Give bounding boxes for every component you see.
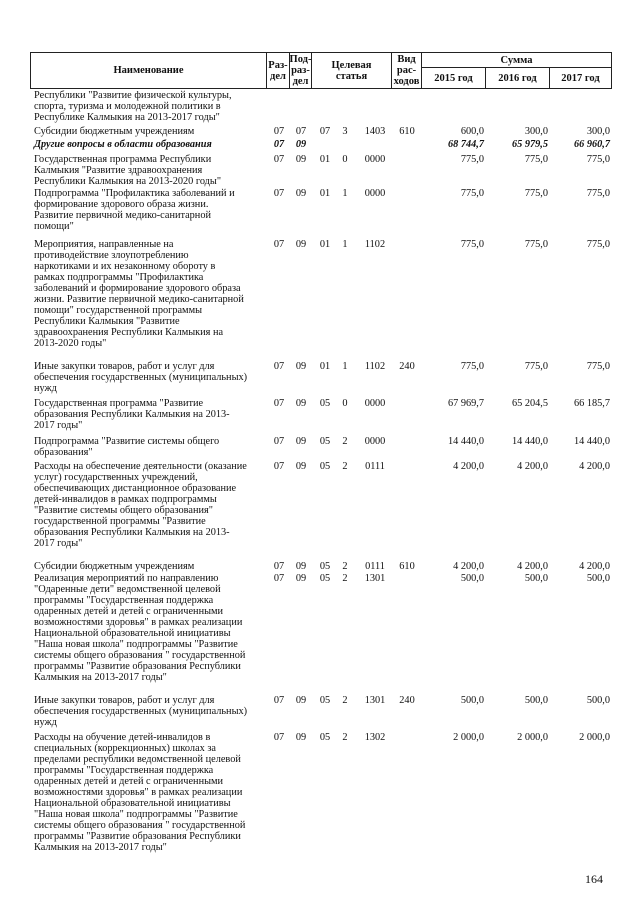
row-2015: 600,0 [460,126,484,137]
header-2016: 2016 год [486,68,550,89]
row-name: Иные закупки товаров, работ и услуг для обеспечения государственных (муниципальных) нужд [34,695,248,728]
row-target-program: 01 [319,154,331,165]
row-target-program: 07 [319,126,331,137]
row-podrazdel: 09 [295,695,307,706]
row-target-program: 05 [319,732,331,743]
row-podrazdel: 09 [295,461,307,472]
row-razdel: 07 [273,436,285,447]
row-2017: 66 960,7 [573,139,610,150]
row-target-code: 0111 [365,561,385,572]
row-2015: 775,0 [460,239,484,250]
row-2017: 775,0 [586,154,610,165]
row-name: Подпрограмма "Профилактика заболеваний и формирование здорового образа жизни. Развитие первичной медико-санитарной помощи" [34,188,235,232]
row-2015: 67 969,7 [447,398,484,409]
row-2016: 775,0 [524,188,548,199]
row-2015: 2 000,0 [453,732,484,743]
row-2016: 2 000,0 [517,732,548,743]
row-razdel: 07 [273,154,285,165]
row-2017: 4 200,0 [579,461,610,472]
row-podrazdel: 09 [295,573,307,584]
row-razdel: 07 [273,573,285,584]
row-target-sub: 3 [342,126,348,137]
row-name: Государственная программа Республики Калмыкия "Развитие здравоохранения Республики Калмыкия на 2013-2020 годы" [34,154,222,187]
row-2016: 500,0 [524,573,548,584]
row-2017: 775,0 [586,188,610,199]
row-2017: 500,0 [586,695,610,706]
header-2017: 2017 год [550,68,612,89]
row-2015: 4 200,0 [453,461,484,472]
row-name: Субсидии бюджетным учреждениям [34,561,195,572]
row-2016: 65 204,5 [511,398,548,409]
row-target-sub: 1 [342,239,348,250]
header-name: Наименование [30,52,267,89]
row-target-sub: 0 [342,154,348,165]
row-2015: 775,0 [460,188,484,199]
row-podrazdel: 09 [295,436,307,447]
row-2015: 14 440,0 [447,436,484,447]
row-name: Иные закупки товаров, работ и услуг для обеспечения государственных (муниципальных) нужд [34,361,248,394]
row-podrazdel: 09 [295,154,307,165]
header-target: Целевая статья [312,52,392,89]
header-2015: 2015 год [422,68,486,89]
row-2015: 4 200,0 [453,561,484,572]
row-2016: 300,0 [524,126,548,137]
row-name: Расходы на обучение детей-инвалидов в специальных (коррекционных) школах за пределами республики ведомственной целевой программы "Государственная поддержка одаренных детей и детей с ограниченными возможностями здоровья" в рамках реализации Национальной образовательной инициативы "Наша новая школа" подпрограммы "Развитие системы общего образования " государственной программы "Развитие образования Республики Калмыкия на 2013-2017 годы" [34,732,246,853]
row-2015: 500,0 [460,695,484,706]
row-2017: 500,0 [586,573,610,584]
row-2017: 66 185,7 [573,398,610,409]
row-name: Мероприятия, направленные на противодействие злоупотреблению наркотиками и их незаконному обороту в рамках подпрограммы "Профилактика заболеваний и формирование здорового образа жизни. Развитие первичной медико-санитарной помощи" государственной программы Республики Калмыкия "Развитие здравоохранения Республики Калмыкия на 2013-2020 годы" [34,239,244,349]
row-target-code: 0111 [365,461,385,472]
row-2017: 2 000,0 [579,732,610,743]
row-target-program: 05 [319,695,331,706]
row-2016: 4 200,0 [517,561,548,572]
row-target-code: 0000 [364,188,386,199]
row-target-program: 05 [319,561,331,572]
row-2015: 775,0 [460,154,484,165]
header-razdel: Раз- дел [267,52,290,89]
row-razdel: 07 [273,398,285,409]
row-podrazdel: 09 [295,239,307,250]
row-2016: 775,0 [524,239,548,250]
row-name: Субсидии бюджетным учреждениям [34,126,195,137]
row-vid: 610 [399,126,415,137]
row-target-code: 0000 [364,398,386,409]
row-razdel: 07 [273,361,285,372]
row-target-program: 01 [319,188,331,199]
row-target-sub: 0 [342,398,348,409]
row-target-sub: 2 [342,436,348,447]
row-2016: 775,0 [524,154,548,165]
row-razdel: 07 [273,461,285,472]
row-target-code: 1301 [364,573,386,584]
row-target-code: 1102 [364,361,386,372]
row-razdel: 07 [273,188,285,199]
row-target-sub: 2 [342,573,348,584]
row-2015: 68 744,7 [447,139,484,150]
row-podrazdel: 09 [295,139,307,150]
row-2015: 775,0 [460,361,484,372]
row-podrazdel: 09 [295,361,307,372]
row-2016: 14 440,0 [511,436,548,447]
row-vid: 240 [399,695,415,706]
row-2017: 775,0 [586,361,610,372]
row-vid: 240 [399,361,415,372]
row-target-sub: 2 [342,561,348,572]
row-target-code: 1302 [364,732,386,743]
row-razdel: 07 [273,239,285,250]
header-podrazdel: Под- раз- дел [289,54,312,87]
row-target-sub: 2 [342,695,348,706]
row-name: Подпрограмма "Развитие системы общего образования" [34,436,220,458]
row-target-code: 1301 [364,695,386,706]
row-razdel: 07 [273,561,285,572]
page-number: 164 [585,872,603,886]
row-vid: 610 [399,561,415,572]
row-target-program: 01 [319,239,331,250]
row-podrazdel: 09 [295,732,307,743]
row-target-sub: 2 [342,732,348,743]
row-name: Реализация мероприятий по направлению "Одаренные дети" ведомственной целевой программы "Государственная поддержка одаренных детей и детей с ограниченными возможностями здоровья" в рамках реализации Национальной образовательной инициативы "Наша новая школа" подпрограммы "Развитие системы общего образования " государственной программы "Развитие образования Республики Калмыкия на 2013-2017 годы" [34,573,246,683]
row-target-program: 05 [319,461,331,472]
row-name: Расходы на обеспечение деятельности (оказание услуг) государственных учреждений, обеспечивающих дистанционное образование детей-инвалидов в рамках подпрограммы "Развитие системы общего образования" государственной программы "Развитие образования Республики Калмыкия на 2013- 2017 годы" [34,461,247,549]
row-target-sub: 1 [342,361,348,372]
row-razdel: 07 [273,139,285,150]
row-2017: 4 200,0 [579,561,610,572]
row-podrazdel: 07 [295,126,307,137]
row-razdel: 07 [273,695,285,706]
row-target-code: 0000 [364,154,386,165]
row-podrazdel: 09 [295,561,307,572]
row-2016: 65 979,5 [511,139,548,150]
row-podrazdel: 09 [295,398,307,409]
row-target-program: 05 [319,573,331,584]
row-2017: 775,0 [586,239,610,250]
row-target-program: 01 [319,361,331,372]
header-vid: Вид рас- ходов [392,52,422,89]
row-2016: 775,0 [524,361,548,372]
row-2016: 4 200,0 [517,461,548,472]
row-name: Государственная программа "Развитие образования Республики Калмыкия на 2013- 2017 годы" [34,398,230,431]
row-2017: 300,0 [586,126,610,137]
row-name: Другие вопросы в области образования [34,139,212,150]
row-2016: 500,0 [524,695,548,706]
row-target-sub: 2 [342,461,348,472]
row-name: Республики "Развитие физической культуры, спорта, туризма и молодежной политики в Республике Калмыкия на 2013-2017 годы" [34,90,232,123]
row-2015: 500,0 [460,573,484,584]
row-target-code: 1403 [364,126,386,137]
row-target-sub: 1 [342,188,348,199]
row-razdel: 07 [273,126,285,137]
row-target-program: 05 [319,398,331,409]
row-target-code: 0000 [364,436,386,447]
header-summa: Сумма [422,52,612,68]
row-target-program: 05 [319,436,331,447]
row-2017: 14 440,0 [573,436,610,447]
row-razdel: 07 [273,732,285,743]
row-target-code: 1102 [364,239,386,250]
row-podrazdel: 09 [295,188,307,199]
